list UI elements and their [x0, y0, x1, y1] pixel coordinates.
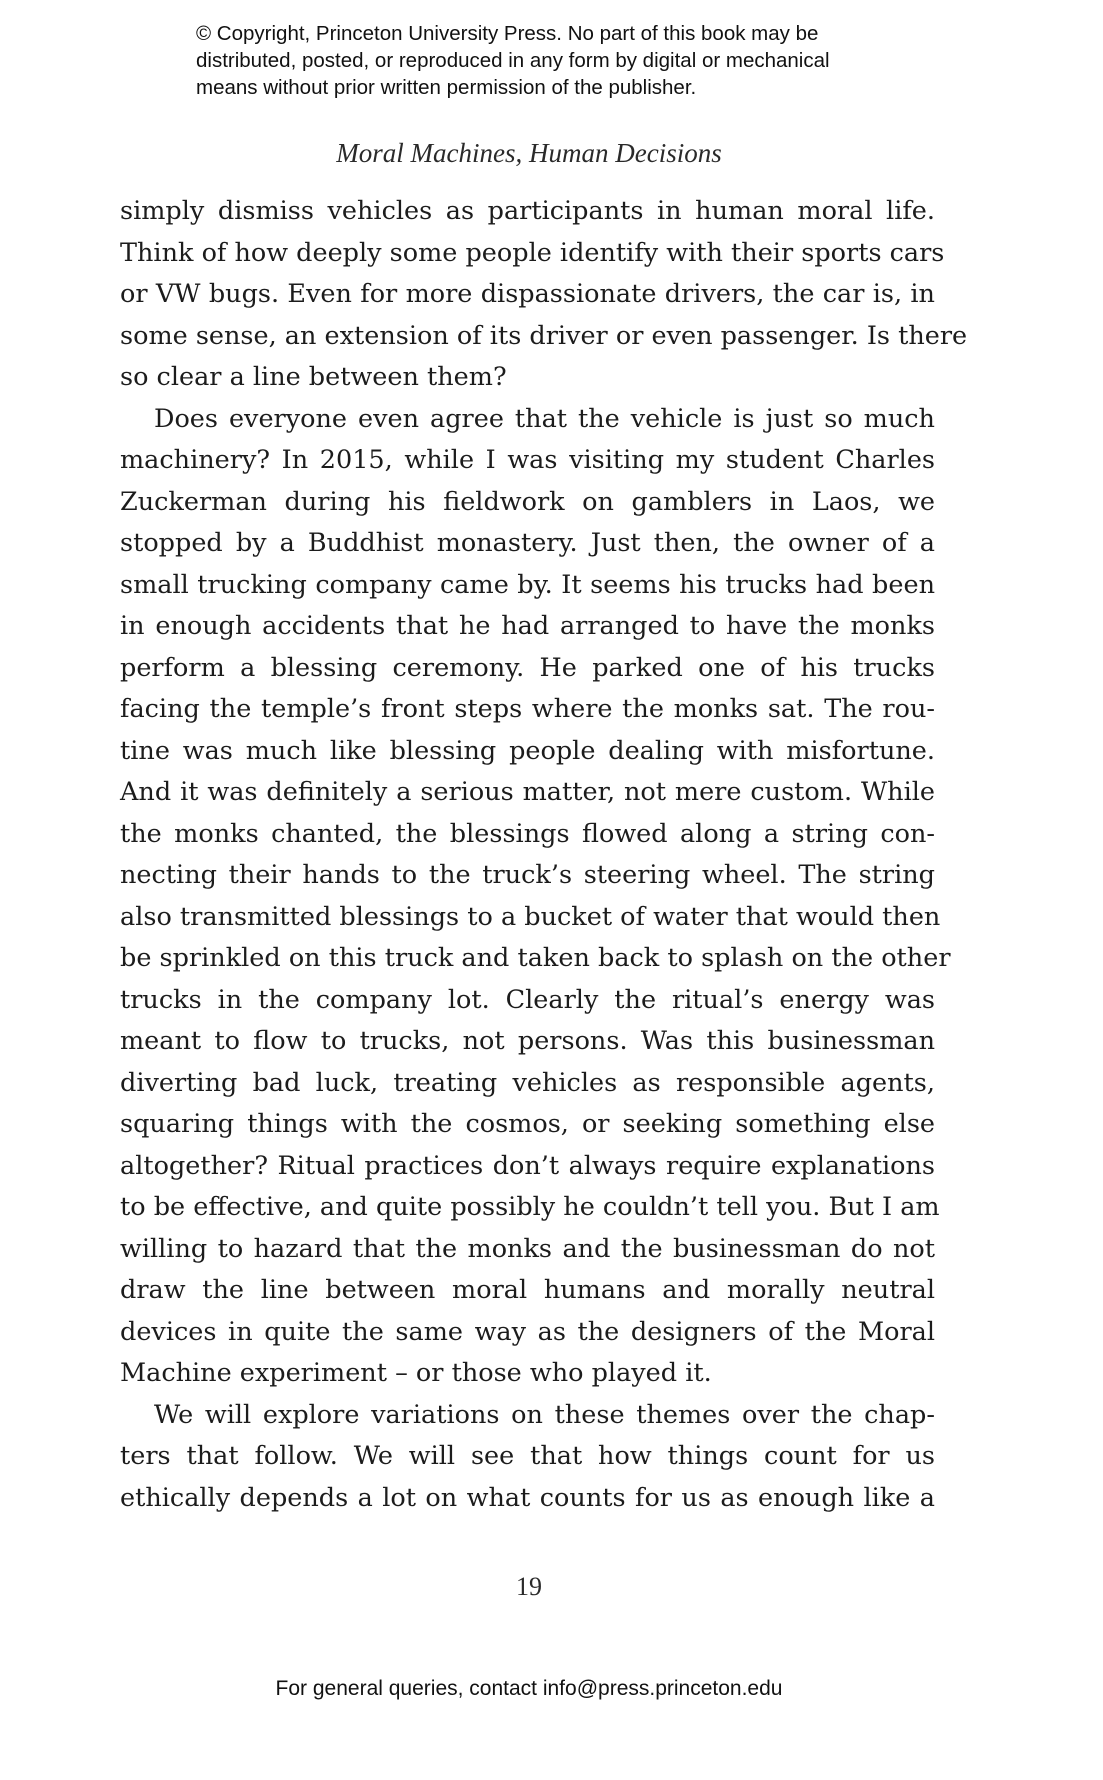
text-line: draw the line between moral humans and morally neutral [120, 1275, 935, 1305]
paragraph [120, 399, 951, 1395]
text-line: ethically depends a lot on what counts for us as enough like a [120, 1482, 935, 1513]
text-line: or VW bugs. Even for more dispassionate drivers, the car is, in [120, 279, 935, 309]
text-line: diverting bad luck, treating vehicles as responsible agents, [120, 1067, 935, 1098]
text-line: Does everyone even agree that the vehicle is just so much [154, 403, 935, 434]
paragraph [120, 191, 968, 399]
text-line: trucks in the company lot. Clearly the ritual’s energy was [120, 984, 935, 1015]
copyright-line: distributed, posted, or reproduced in any form by digital or mechanical [196, 49, 830, 72]
page-number: 19 [516, 1572, 542, 1601]
text-line: perform a blessing ceremony. He parked one of his trucks [120, 652, 935, 683]
running-head: Moral Machines, Human Decisions [336, 138, 722, 168]
text-line: willing to hazard that the monks and the businessman do not [120, 1233, 935, 1264]
text-line: to be effective, and quite possibly he couldn’t tell you. But I am [120, 1192, 940, 1222]
copyright-line: means without prior written permission of the publisher. [196, 76, 697, 99]
text-line: facing the temple’s front steps where the monks sat. The rou- [120, 694, 935, 724]
text-line: Machine experiment – or those who played it. [120, 1358, 712, 1388]
text-line: squaring things with the cosmos, or seeking something else [120, 1109, 935, 1139]
text-line: meant to flow to trucks, not persons. Was this businessman [120, 1026, 935, 1056]
text-line: stopped by a Buddhist monastery. Just then, the owner of a [120, 528, 935, 558]
text-line: in enough accidents that he had arranged to have the monks [120, 611, 935, 641]
text-line: some sense, an extension of its driver or even passenger. Is there [120, 320, 968, 351]
text-line: necting their hands to the truck’s steering wheel. The string [120, 860, 935, 890]
text-line: ters that follow. We will see that how things count for us [120, 1441, 935, 1471]
footer-contact: For general queries, contact info@press.princeton.edu [275, 1677, 783, 1700]
copyright-line: © Copyright, Princeton University Press. No part of this book may be [196, 22, 819, 45]
text-line: altogether? Ritual practices don’t always require explanations [120, 1150, 935, 1181]
text-line: And it was definitely a serious matter, not mere custom. While [120, 777, 935, 807]
text-line: be sprinkled on this truck and taken back to splash on the other [120, 943, 951, 973]
text-line: simply dismiss vehicles as participants in human moral life. [120, 196, 935, 226]
paragraph [120, 1395, 935, 1520]
text-line: Zuckerman during his fieldwork on gamblers in Laos, we [120, 486, 935, 517]
text-line: small trucking company came by. It seems his trucks had been [120, 569, 935, 600]
text-line: the monks chanted, the blessings flowed along a string con- [120, 818, 935, 849]
text-line: We will explore variations on these themes over the chap- [154, 1399, 935, 1430]
copyright-notice [196, 20, 916, 101]
text-line: so clear a line between them? [120, 362, 507, 392]
text-line: machinery? In 2015, while I was visiting my student Charles [120, 445, 935, 475]
text-line: Think of how deeply some people identify with their sports cars [120, 237, 945, 268]
body-text [120, 191, 968, 1519]
text-line: devices in quite the same way as the designers of the Moral [120, 1316, 935, 1347]
text-line: also transmitted blessings to a bucket of water that would then [120, 901, 941, 932]
text-line: tine was much like blessing people dealing with misfortune. [120, 735, 935, 766]
